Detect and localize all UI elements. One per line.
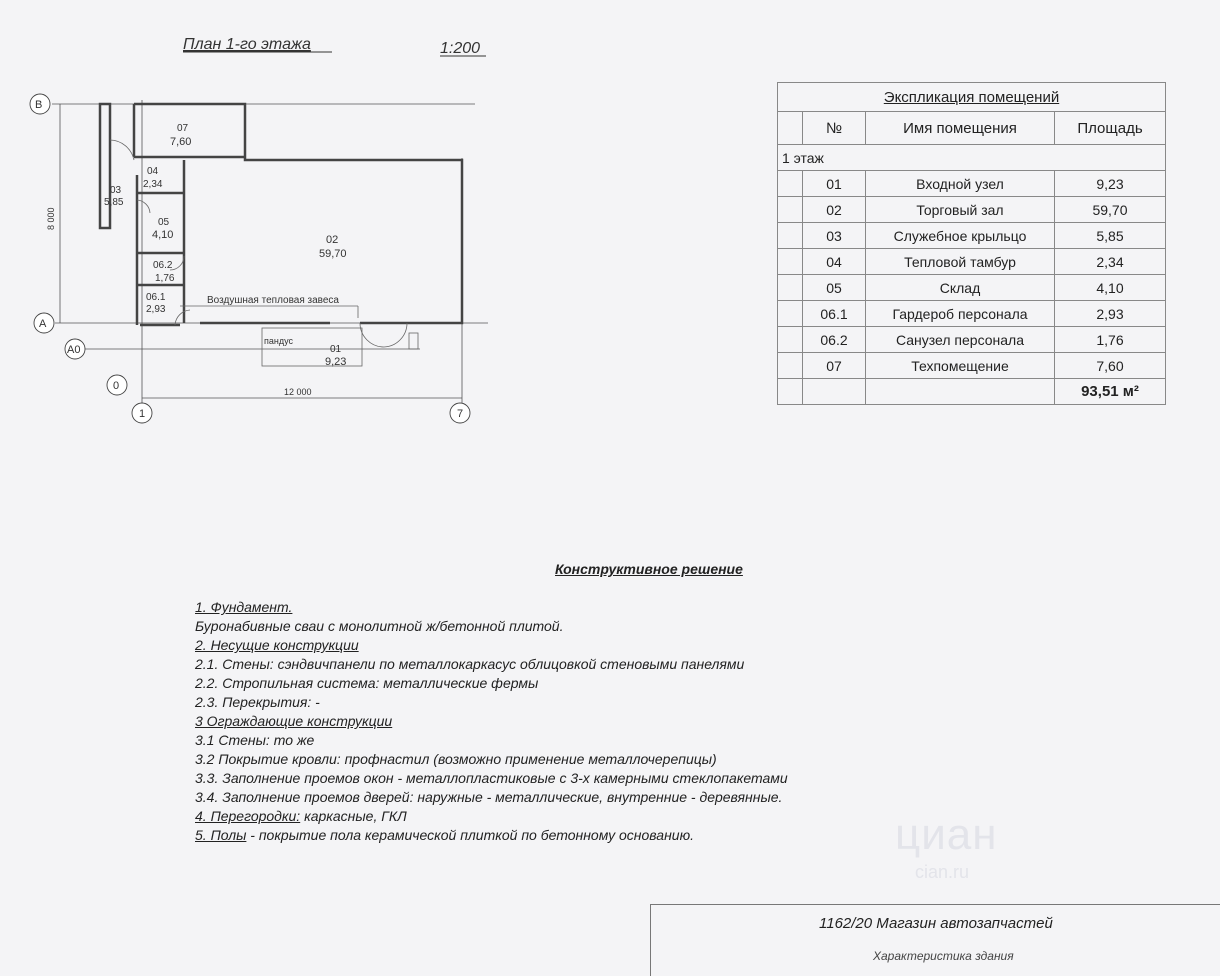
row-area: 59,70 — [1055, 197, 1166, 223]
axis-label-a: А — [39, 318, 47, 330]
table-row — [778, 353, 1166, 379]
construction-line: 3.3. Заполнение проемов окон - металлопластиковые с 3-х камерными стеклопакетами — [195, 770, 788, 786]
construction-line: 3 Ограждающие конструкции — [195, 713, 393, 729]
table-row — [778, 301, 1166, 327]
construction-line: 3.2 Покрытие кровли: профнастил (возможно применение металлочерепицы) — [195, 751, 717, 767]
construction-line: 3.4. Заполнение проемов дверей: наружные - металлические, внутренние - деревянные. — [195, 789, 783, 805]
row-area: 4,10 — [1055, 275, 1166, 301]
construction-line: 2.1. Стены: сэндвичпанели по металлокаркасус облицовкой стеновыми панелями — [195, 656, 745, 672]
table-row — [778, 197, 1166, 223]
room-07-number: 07 — [177, 123, 189, 134]
room-06-1-number: 06.1 — [146, 292, 166, 303]
axis-bubbles — [30, 94, 470, 423]
dimension-height: 8 000 — [46, 207, 56, 230]
construction-line-partitions — [195, 807, 955, 826]
room-01-area: 9,23 — [325, 356, 347, 368]
header-room-name: Имя помещения — [866, 112, 1055, 145]
row-number: 02 — [803, 197, 866, 223]
row-number: 06.1 — [803, 301, 866, 327]
sheet-title: Характеристика здания — [873, 949, 1014, 963]
room-explication-table — [777, 82, 1166, 405]
row-name: Склад — [866, 275, 1055, 301]
room-05-number: 05 — [158, 217, 170, 228]
row-number: 07 — [803, 353, 866, 379]
row-area: 2,34 — [1055, 249, 1166, 275]
construction-line: 3.1 Стены: то же — [195, 732, 315, 748]
row-number: 04 — [803, 249, 866, 275]
title-block — [650, 904, 1220, 976]
construction-title: Конструктивное решение — [555, 561, 743, 577]
construction-list — [195, 598, 955, 845]
room-03-number: 03 — [110, 185, 122, 196]
construction-line: 1. Фундамент. — [195, 599, 293, 615]
room-06-2-area: 1,76 — [155, 273, 175, 284]
axis-label-7: 7 — [457, 408, 464, 420]
row-name: Служебное крыльцо — [866, 223, 1055, 249]
axis-label-0: 0 — [113, 380, 120, 392]
curtain-label: Воздушная тепловая завеса — [207, 295, 339, 306]
room-05-area: 4,10 — [152, 229, 174, 241]
row-number: 01 — [803, 171, 866, 197]
row-name: Тепловой тамбур — [866, 249, 1055, 275]
axis-label-1: 1 — [139, 408, 146, 420]
row-number: 06.2 — [803, 327, 866, 353]
room-02-number: 02 — [326, 234, 339, 246]
row-name: Входной узел — [866, 171, 1055, 197]
project-title: 1162/20 Магазин автозапчастей — [819, 915, 1053, 932]
partitions-text: каркасные, ГКЛ — [300, 808, 407, 824]
floor-label: 1 этаж — [778, 145, 1166, 171]
room-01-number: 01 — [330, 344, 342, 355]
room-07-area: 7,60 — [170, 136, 192, 148]
dimension-width: 12 000 — [284, 387, 312, 397]
construction-line: 2.2. Стропильная система: металлические фермы — [195, 675, 539, 691]
row-name: Техпомещение — [866, 353, 1055, 379]
table-row — [778, 249, 1166, 275]
table-row — [778, 275, 1166, 301]
axis-lines — [52, 100, 488, 410]
room-06-1-area: 2,93 — [146, 304, 166, 315]
ramp-label: пандус — [264, 336, 293, 346]
row-area: 5,85 — [1055, 223, 1166, 249]
row-name: Гардероб персонала — [866, 301, 1055, 327]
room-04-number: 04 — [147, 166, 159, 177]
table-row — [778, 223, 1166, 249]
room-06-2-number: 06.2 — [153, 260, 173, 271]
total-area: 93,51 м² — [1055, 379, 1166, 405]
axis-label-a0: А0 — [67, 344, 81, 356]
total-row — [778, 379, 1166, 405]
row-area: 2,93 — [1055, 301, 1166, 327]
watermark: циан — [895, 810, 998, 859]
table-row — [778, 327, 1166, 353]
header-area: Площадь — [1055, 112, 1166, 145]
row-number: 03 — [803, 223, 866, 249]
explication-title: Экспликация помещений — [778, 83, 1166, 112]
room-03-area: 5,85 — [104, 197, 124, 208]
room-02-area: 59,70 — [319, 248, 347, 260]
row-name: Санузел персонала — [866, 327, 1055, 353]
header-number: № — [803, 112, 866, 145]
floors-text: - покрытие пола керамической плиткой по бетонному основанию. — [246, 827, 694, 843]
plan-title: План 1-го этажа — [183, 36, 311, 53]
row-area: 1,76 — [1055, 327, 1166, 353]
row-area: 7,60 — [1055, 353, 1166, 379]
partitions-head: 4. Перегородки: — [195, 808, 301, 824]
watermark-sub: cian.ru — [915, 862, 970, 882]
construction-line: Буронабивные сваи с монолитной ж/бетонной плитой. — [195, 618, 564, 634]
table-row — [778, 171, 1166, 197]
header-empty-cell — [778, 112, 803, 145]
room-04-area: 2,34 — [143, 179, 163, 190]
floors-head: 5. Полы — [195, 827, 247, 843]
construction-line: 2. Несущие конструкции — [195, 637, 359, 653]
plan-scale: 1:200 — [440, 40, 481, 57]
axis-label-b: В — [35, 99, 43, 111]
row-name: Торговый зал — [866, 197, 1055, 223]
construction-line-floors — [195, 826, 955, 845]
construction-line: 2.3. Перекрытия: - — [195, 694, 320, 710]
row-number: 05 — [803, 275, 866, 301]
row-area: 9,23 — [1055, 171, 1166, 197]
